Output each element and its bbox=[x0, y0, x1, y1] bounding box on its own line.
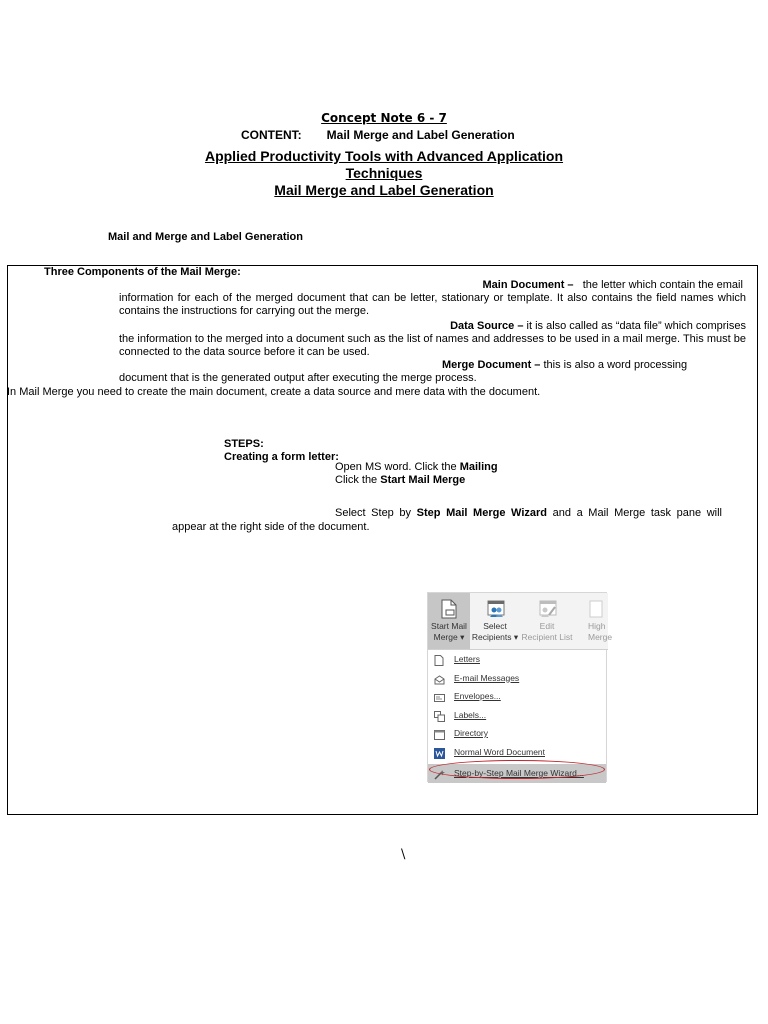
directory-icon bbox=[434, 728, 444, 738]
step-3-text-c: appear at the right side of the document. bbox=[172, 521, 370, 533]
component-term: Merge Document – bbox=[442, 359, 541, 371]
content-value: Mail Merge and Label Generation bbox=[326, 128, 515, 142]
edit-recipient-list-button[interactable] bbox=[520, 593, 574, 649]
step-1-bold: Mailing bbox=[459, 461, 498, 473]
menu-label: Labels... bbox=[454, 709, 487, 720]
menu-label: Envelopes... bbox=[454, 691, 501, 701]
highlight-icon bbox=[588, 599, 606, 619]
edit-label-1: Edit bbox=[539, 621, 555, 631]
start-label-2: Merge ▾ bbox=[433, 632, 465, 642]
steps-label: STEPS: bbox=[224, 438, 264, 450]
component-body: document that is the generated output after executing the merge process. bbox=[119, 372, 477, 384]
wizard-highlight-oval bbox=[429, 760, 605, 779]
labels-icon bbox=[434, 710, 444, 720]
component-term: Data Source – bbox=[450, 320, 524, 332]
highlight-merge-fields-button[interactable] bbox=[574, 593, 628, 649]
step-2 bbox=[335, 474, 465, 486]
document-icon bbox=[440, 599, 458, 619]
menu-label: E-mail Messages bbox=[454, 672, 520, 683]
menu-label: Step-by-Step Mail Merge Wizard... bbox=[454, 768, 584, 778]
title-line-3: Mail Merge and Label Generation bbox=[274, 182, 494, 198]
envelope-icon bbox=[434, 691, 444, 701]
select-label-2: Recipients ▾ bbox=[471, 632, 519, 642]
step-2-bold: Start Mail Merge bbox=[380, 474, 466, 486]
component-lead: it is also called as “data file” which comprises bbox=[526, 320, 746, 332]
content-label: CONTENT: bbox=[241, 128, 302, 142]
step-3-text-b: and a Mail Merge task pane will bbox=[547, 507, 722, 519]
menu-item-envelopes[interactable] bbox=[428, 687, 606, 706]
step-2-text: Click the bbox=[335, 474, 381, 486]
component-body: information for each of the merged document that can be letter, stationary or template. It also contains the field names which contains the instructions for carrying out the merge. bbox=[119, 292, 746, 317]
section-subheading: Mail and Merge and Label Generation bbox=[108, 231, 303, 243]
start-label-1: Start Mail bbox=[431, 621, 467, 631]
edit-label-2: Recipient List bbox=[521, 632, 573, 642]
high-label-2: Merge bbox=[588, 632, 613, 642]
concept-note-title: Concept Note 6 - 7 bbox=[321, 111, 447, 125]
component-merge-document bbox=[119, 359, 746, 385]
step-3-bold: Step Mail Merge Wizard bbox=[416, 507, 548, 519]
menu-item-labels[interactable] bbox=[428, 706, 606, 725]
step-1-text: Open MS word. Click the bbox=[335, 461, 460, 473]
title-line-2: Techniques bbox=[345, 165, 423, 181]
select-label-1: Select bbox=[483, 621, 507, 631]
step-1 bbox=[335, 461, 498, 473]
steps-heading bbox=[224, 438, 339, 464]
menu-label: Normal Word Document bbox=[454, 746, 546, 757]
components-heading: Three Components of the Mail Merge: bbox=[44, 266, 241, 278]
step-3-text-a: Select Step by bbox=[335, 507, 417, 519]
ribbon bbox=[428, 593, 613, 650]
component-data-source bbox=[119, 320, 746, 359]
high-label-1: High bbox=[588, 621, 606, 631]
steps-sublabel: Creating a form letter: bbox=[224, 451, 339, 463]
component-lead: this is also a word processing bbox=[543, 359, 688, 371]
component-term: Main Document – bbox=[482, 279, 574, 291]
recipients-icon bbox=[486, 599, 504, 619]
menu-label: Directory bbox=[454, 728, 489, 738]
component-body: the information to the merged into a document such as the list of names and addresses to be used in a mail merge. This must be connected to the data source before it can be used. bbox=[119, 333, 746, 358]
letter-icon bbox=[434, 654, 444, 664]
intro-paragraph: In Mail Merge you need to create the main document, create a data source and mere data with the document. bbox=[7, 386, 541, 398]
edit-list-icon bbox=[538, 599, 556, 619]
content-line bbox=[241, 128, 515, 142]
page-number: \ bbox=[401, 847, 406, 862]
email-icon bbox=[434, 673, 444, 683]
document-title bbox=[0, 148, 768, 182]
menu-item-letters[interactable] bbox=[428, 650, 606, 669]
component-lead: the letter which contain the email bbox=[582, 279, 743, 291]
menu-item-email-messages[interactable] bbox=[428, 669, 606, 688]
word-icon bbox=[434, 747, 444, 757]
start-mail-merge-button[interactable] bbox=[428, 593, 470, 649]
component-main-document bbox=[119, 279, 746, 318]
title-line-1: Applied Productivity Tools with Advanced Application bbox=[204, 148, 564, 164]
menu-item-directory[interactable] bbox=[428, 724, 606, 743]
mail-merge-screenshot bbox=[427, 592, 613, 782]
menu-label: Letters bbox=[454, 654, 480, 664]
select-recipients-button[interactable] bbox=[470, 593, 520, 649]
menu-item-normal-word-document[interactable] bbox=[428, 743, 606, 762]
step-3 bbox=[172, 506, 722, 534]
